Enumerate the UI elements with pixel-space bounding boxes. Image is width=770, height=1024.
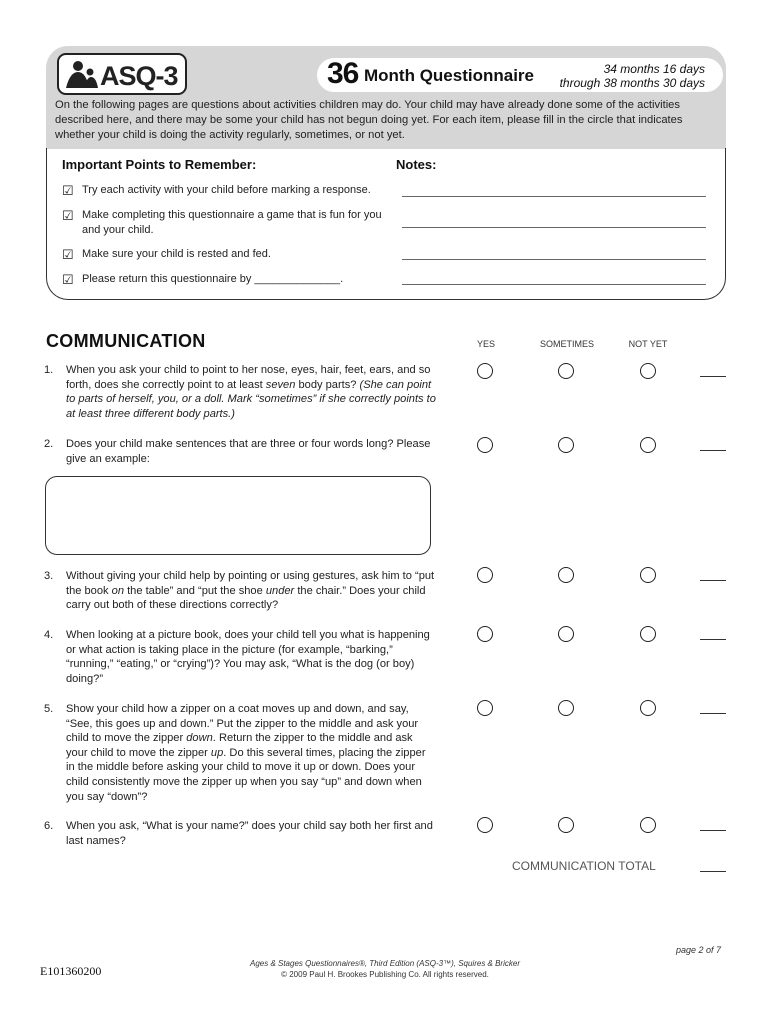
question-text — [66, 628, 436, 686]
question-number: 5. — [44, 703, 54, 715]
question-text-run: Without giving your child help by pointing or using gestures, ask him to “put the book — [66, 570, 435, 597]
question-number: 6. — [44, 820, 54, 832]
question-text — [66, 437, 436, 466]
question-text-run: When you ask your child to point to her nose, eyes, hair, feet, ears, and so forth, does she correctly point to at least — [66, 364, 431, 391]
notes-line[interactable] — [402, 227, 706, 228]
radio-not-yet[interactable] — [640, 567, 656, 583]
footer-copyright — [200, 958, 570, 980]
form-id: E101360200 — [40, 964, 102, 978]
point-item — [62, 272, 382, 287]
radio-sometimes[interactable] — [558, 817, 574, 833]
radio-sometimes[interactable] — [558, 437, 574, 453]
checkbox-icon: ☑ — [62, 272, 74, 287]
radio-yes[interactable] — [477, 626, 493, 642]
communication-total-line[interactable] — [700, 871, 726, 872]
page-number: page 2 of 7 — [676, 945, 722, 955]
point-text: Make completing this questionnaire a game that is fun for you and your child. — [82, 209, 382, 236]
notes-line[interactable] — [402, 196, 706, 197]
question-text-run: seven — [265, 378, 296, 391]
question-text-run: When looking at a picture book, does your child tell you what is happening or what action is taking place in the picture (for example, “barking,” “running,” “eating,” or “crying”)? You may ask, “What is the dog (or boy) doing?” — [66, 629, 430, 685]
radio-yes[interactable] — [477, 700, 493, 716]
radio-yes[interactable] — [477, 817, 493, 833]
score-line[interactable] — [700, 713, 726, 714]
column-header-sometimes: SOMETIMES — [539, 339, 594, 349]
point-item — [62, 247, 382, 262]
asq3-logo — [56, 52, 188, 96]
footer-line-2: © 2009 Paul H. Brookes Publishing Co. All rights reserved. — [281, 970, 489, 979]
radio-yes[interactable] — [477, 437, 493, 453]
age-range-line-1: 34 months 16 days — [603, 62, 705, 76]
checkbox-icon: ☑ — [62, 208, 74, 223]
score-line[interactable] — [700, 830, 726, 831]
important-points-heading: Important Points to Remember: — [62, 157, 257, 172]
radio-not-yet[interactable] — [640, 700, 656, 716]
notes-heading: Notes: — [396, 157, 437, 172]
question-text-run: Does your child make sentences that are three or four words long? Please give an example: — [66, 438, 431, 465]
section-title: COMMUNICATION — [46, 331, 206, 351]
checkbox-icon: ☑ — [62, 183, 74, 198]
question-text-run: on — [111, 584, 124, 597]
question-text-run: the table” and “put the shoe — [124, 584, 266, 597]
question-text-run: When you ask, “What is your name?” does your child say both her first and last names? — [66, 820, 433, 847]
age-range — [545, 62, 705, 90]
radio-not-yet[interactable] — [640, 626, 656, 642]
radio-sometimes[interactable] — [558, 363, 574, 379]
radio-not-yet[interactable] — [640, 817, 656, 833]
radio-not-yet[interactable] — [640, 363, 656, 379]
question-number: 4. — [44, 629, 54, 641]
radio-yes[interactable] — [477, 567, 493, 583]
communication-total-label: COMMUNICATION TOTAL — [512, 859, 656, 873]
example-answer-box[interactable] — [45, 476, 431, 555]
point-text: Try each activity with your child before marking a response. — [82, 184, 371, 196]
question-text — [66, 702, 436, 804]
footer-line-1: Ages & Stages Questionnaires®, Third Edition (ASQ-3™), Squires & Bricker — [249, 959, 520, 968]
title-number: 36 — [327, 57, 359, 90]
question-text-run: under — [265, 584, 295, 597]
score-line[interactable] — [700, 450, 726, 451]
column-header-yes: YES — [476, 339, 495, 349]
question-text-run: Show your child how a zipper on a coat moves up and down, and say, “See, this goes up and down.” Put the zipper to the middle and ask your child to move the zipper — [66, 703, 419, 745]
score-line[interactable] — [700, 580, 726, 581]
question-text-run: . Do this several times, placing the zipper in the middle before asking your child to move it up or down. Does your child consistently move the zipper up when you say “up” and down when you say “down”? — [66, 746, 426, 803]
radio-sometimes[interactable] — [558, 626, 574, 642]
point-item — [62, 183, 382, 198]
question-text-run: (She can point to parts of herself, you, or a doll. Mark “sometimes” if she correctly points to at least three different body parts.) — [66, 378, 436, 420]
page-title: Month Questionnaire — [364, 66, 534, 85]
question-number: 2. — [44, 438, 54, 450]
notes-line[interactable] — [402, 259, 706, 260]
checkbox-icon: ☑ — [62, 247, 74, 262]
question-text-run: . Return the zipper to the middle and ask your child to move the zipper — [66, 732, 413, 759]
age-range-line-2: through 38 months 30 days — [559, 76, 705, 90]
point-text: Please return this questionnaire by ______________. — [82, 273, 344, 285]
radio-sometimes[interactable] — [558, 700, 574, 716]
score-line[interactable] — [700, 639, 726, 640]
point-item — [62, 208, 382, 238]
question-text — [66, 569, 436, 613]
radio-not-yet[interactable] — [640, 437, 656, 453]
question-text — [66, 819, 436, 848]
question-text-run: the chair.” Does your child carry out both of these directions correctly? — [66, 584, 426, 612]
question-number: 1. — [44, 364, 54, 376]
column-header-not-yet: NOT YET — [628, 339, 668, 349]
logo-text: ASQ-3 — [100, 61, 178, 91]
question-number: 3. — [44, 570, 54, 582]
question-text-run: up — [210, 746, 224, 759]
notes-line[interactable] — [402, 284, 706, 285]
question-text-run: body parts? — [295, 378, 360, 391]
score-line[interactable] — [700, 376, 726, 377]
radio-sometimes[interactable] — [558, 567, 574, 583]
intro-text: On the following pages are questions about activities children may do. Your child may have already done some of the activities described here, and there may be some your child has not begun doing yet. For each item, please fill in the circle that indicates whether your child is doing the activity regularly, sometimes, or not yet. — [55, 99, 683, 141]
logo-figure-icon — [73, 61, 83, 71]
question-text — [66, 363, 436, 421]
radio-yes[interactable] — [477, 363, 493, 379]
question-text-run: down — [186, 732, 213, 745]
point-text: Make sure your child is rested and fed. — [82, 248, 271, 260]
